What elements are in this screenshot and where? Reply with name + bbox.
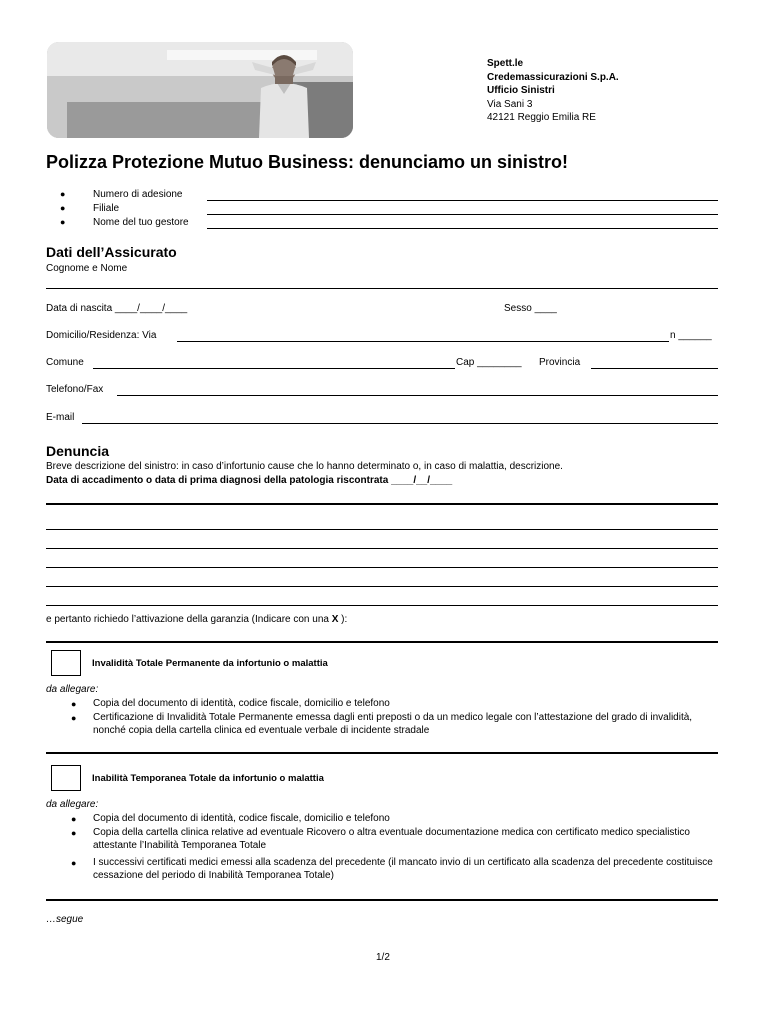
policy-field-label: Filiale: [93, 203, 120, 214]
list-item-text: I successivi certificati medici emessi alla scadenza del precedente (il mancato invio di un certificato alla scadenza del precedente costituisce cessazione del periodo di Inabilità Temporanea Totale): [93, 857, 713, 881]
policy-field-label: Nome del tuo gestore: [93, 217, 189, 228]
bullet: ●: [71, 858, 77, 868]
continues-label: …segue: [46, 914, 84, 925]
city-field-line[interactable]: [93, 368, 455, 369]
list-item-text: Copia del documento di identità, codice fiscale, domicilio e telefono: [93, 698, 390, 709]
bullet: ●: [71, 828, 77, 838]
name-field-line[interactable]: [46, 288, 718, 289]
page-title: Polizza Protezione Mutuo Business: denunciamo un sinistro!: [46, 152, 569, 172]
policy-field-adesione-line[interactable]: [207, 200, 718, 201]
recipient-street: Via Sani 3: [487, 98, 533, 110]
insured-heading: Dati dell’Assicurato: [46, 244, 177, 260]
option-itp-attach-label: da allegare:: [46, 684, 99, 695]
recipient-salutation: Spett.le: [487, 58, 524, 69]
email-label: E-mail: [46, 412, 75, 423]
page-number: 1/2: [376, 952, 390, 963]
option-separator: [46, 752, 718, 754]
option-itp-checkbox[interactable]: [51, 650, 81, 676]
footer-separator: [46, 899, 718, 901]
list-item-text: Certificazione di Invalidità Totale Permanente emessa dagli enti preposti o da un medico legale con l’attestazione del grado di invalidità, nonché copia della cartella clinica ed eventuale verbale di incidente stradale: [93, 712, 693, 736]
claim-description-line[interactable]: [46, 548, 718, 549]
sex-label[interactable]: Sesso ____: [504, 303, 557, 314]
policy-field-gestore-line[interactable]: [207, 228, 718, 229]
activation-text: [46, 614, 347, 625]
option-itt-checkbox[interactable]: [51, 765, 81, 791]
list-item-text: Copia della cartella clinica relative ad eventuale Ricovero o altra eventuale documentazione medica con certificato medico specialistico attestante l’Inabilità Temporanea Totale: [93, 827, 690, 851]
option-itt-label: Inabilità Temporanea Totale da infortunio o malattia: [92, 773, 324, 784]
activation-prefix: e pertanto richiedo l’attivazione della garanzia (Indicare con una: [46, 614, 332, 625]
phone-label: Telefono/Fax: [46, 384, 104, 395]
option-itt-attach-label: da allegare:: [46, 799, 99, 810]
bullet: ●: [71, 699, 77, 709]
province-field-line[interactable]: [591, 368, 718, 369]
bullet: ●: [60, 217, 66, 227]
province-label: Provincia: [539, 357, 581, 368]
claim-description-line[interactable]: [46, 586, 718, 587]
claim-description-label: Breve descrizione del sinistro: in caso d’infortunio cause che lo hanno determinato o, in caso di malattia, descrizione.: [46, 461, 563, 472]
address-label: Domicilio/Residenza: Via: [46, 330, 157, 341]
bullet: ●: [71, 814, 77, 824]
birth-date-label[interactable]: Data di nascita ____/____/____: [46, 303, 188, 314]
address-field-line[interactable]: [177, 341, 669, 342]
activation-mark: X: [331, 614, 339, 625]
bullet: ●: [71, 713, 77, 723]
relaxing-man-illustration: [47, 42, 353, 138]
bullet: ●: [60, 203, 66, 213]
option-itp-label: Invalidità Totale Permanente da infortunio o malattia: [92, 658, 328, 669]
claim-description-line[interactable]: [46, 529, 718, 530]
activation-suffix: ):: [338, 614, 348, 625]
claim-description-line[interactable]: [46, 567, 718, 568]
cap-label[interactable]: Cap ________: [456, 357, 522, 368]
claim-description-line[interactable]: [46, 605, 718, 606]
policy-field-filiale-line[interactable]: [207, 214, 718, 215]
policy-field-label: Numero di adesione: [93, 189, 183, 200]
claim-heading: Denuncia: [46, 443, 110, 459]
recipient-address: [487, 57, 619, 125]
claim-separator: [46, 503, 718, 505]
recipient-company: Credemassicurazioni S.p.A.: [487, 71, 619, 83]
bullet: ●: [60, 189, 66, 199]
claim-date-label[interactable]: Data di accadimento o data di prima diagnosi della patologia riscontrata ____/__/____: [46, 475, 453, 486]
recipient-office: Ufficio Sinistri: [487, 85, 555, 96]
name-label: Cognome e Nome: [46, 263, 128, 274]
header-photo: [47, 42, 353, 138]
recipient-city: 42121 Reggio Emilia RE: [487, 112, 596, 123]
email-field-line[interactable]: [82, 423, 718, 424]
street-number-label[interactable]: n ______: [670, 330, 712, 341]
option-separator: [46, 641, 718, 643]
city-label: Comune: [46, 357, 84, 368]
list-item-text: Copia del documento di identità, codice fiscale, domicilio e telefono: [93, 813, 390, 824]
phone-field-line[interactable]: [117, 395, 718, 396]
